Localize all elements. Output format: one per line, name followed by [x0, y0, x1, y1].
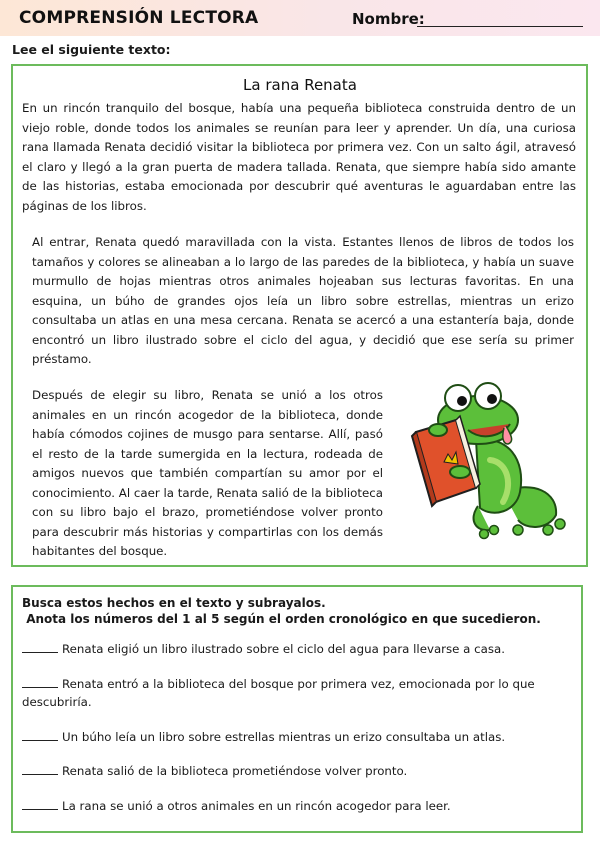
- story-title: La rana Renata: [243, 76, 357, 94]
- exercise-heading-2: Anota los números del 1 al 5 según el orden cronológico en que sucedieron.: [26, 612, 541, 626]
- exercise-heading-1: Busca estos hechos en el texto y subrayalos.: [22, 596, 326, 610]
- name-blank-line[interactable]: [417, 26, 583, 27]
- name-label: Nombre:: [352, 10, 425, 28]
- story-paragraph-1: En un rincón tranquilo del bosque, había una pequeña biblioteca construida dentro de un viejo roble, donde todos los animales se reunían para leer y aprender. Un día, una curiosa rana llamada Renata decidió visitar la biblioteca por primera vez. Con un salto ágil, atravesó el claro y llegó a la gran puerta de madera tallada. Renata, que siempre había sido amante de las historias, estaba emocionada por descubrir qué aventuras le aguardaban entre las páginas de los libros.: [22, 101, 576, 213]
- exercise-item: Un búho leía un libro sobre estrellas mientras un erizo consultaba un atlas.: [22, 729, 567, 747]
- exercise-item: Renata salió de la biblioteca prometiéndose volver pronto.: [22, 763, 567, 781]
- answer-blank[interactable]: [22, 798, 58, 810]
- answer-blank[interactable]: [22, 676, 58, 688]
- exercise-item: La rana se unió a otros animales en un rincón acogedor para leer.: [22, 798, 567, 816]
- reading-instruction: Lee el siguiente texto:: [12, 42, 171, 57]
- story-paragraph-3: Después de elegir su libro, Renata se unió a los otros animales en un rincón acogedor de la biblioteca, donde había cómodos cojines de musgo para sentarse. Allí, pasó el resto de la tarde sumergida en la lectura, rodeada de amigos nuevos que también compartían su amor por el conocimiento. Al caer la tarde, Renata salió de la biblioteca con su libro bajo el brazo, prometiéndose volver pronto para descubrir más historias y compartirlas con los demás habitantes del bosque.: [32, 388, 383, 558]
- answer-blank[interactable]: [22, 763, 58, 775]
- exercise-item: Renata eligió un libro ilustrado sobre el ciclo del agua para llevarse a casa.: [22, 641, 567, 659]
- story-paragraph-2: Al entrar, Renata quedó maravillada con la vista. Estantes llenos de libros de todos los tamaños y colores se alineaban a lo largo de las paredes de la biblioteca, y había un suave murmullo de hojas mientras otros animales hojeaban sus lecturas favoritas. En una esquina, un búho de grandes ojos leía un libro sobre estrellas, mientras un erizo consultaba un atlas en una mesa cercana. Renata se acercó a una estantería baja, donde encontró un libro ilustrado sobre el ciclo del agua, y decidió que ese sería su primer préstamo.: [32, 235, 574, 366]
- header-banner: [0, 0, 600, 36]
- frog-body: [476, 439, 521, 512]
- frog-reading-illustration: [398, 380, 573, 540]
- worksheet-title: COMPRENSIÓN LECTORA: [19, 8, 259, 28]
- answer-blank[interactable]: [22, 729, 58, 741]
- answer-blank[interactable]: [22, 641, 58, 653]
- exercise-item: Renata entró a la biblioteca del bosque por primera vez, emocionada por lo que descubriría.: [22, 677, 535, 709]
